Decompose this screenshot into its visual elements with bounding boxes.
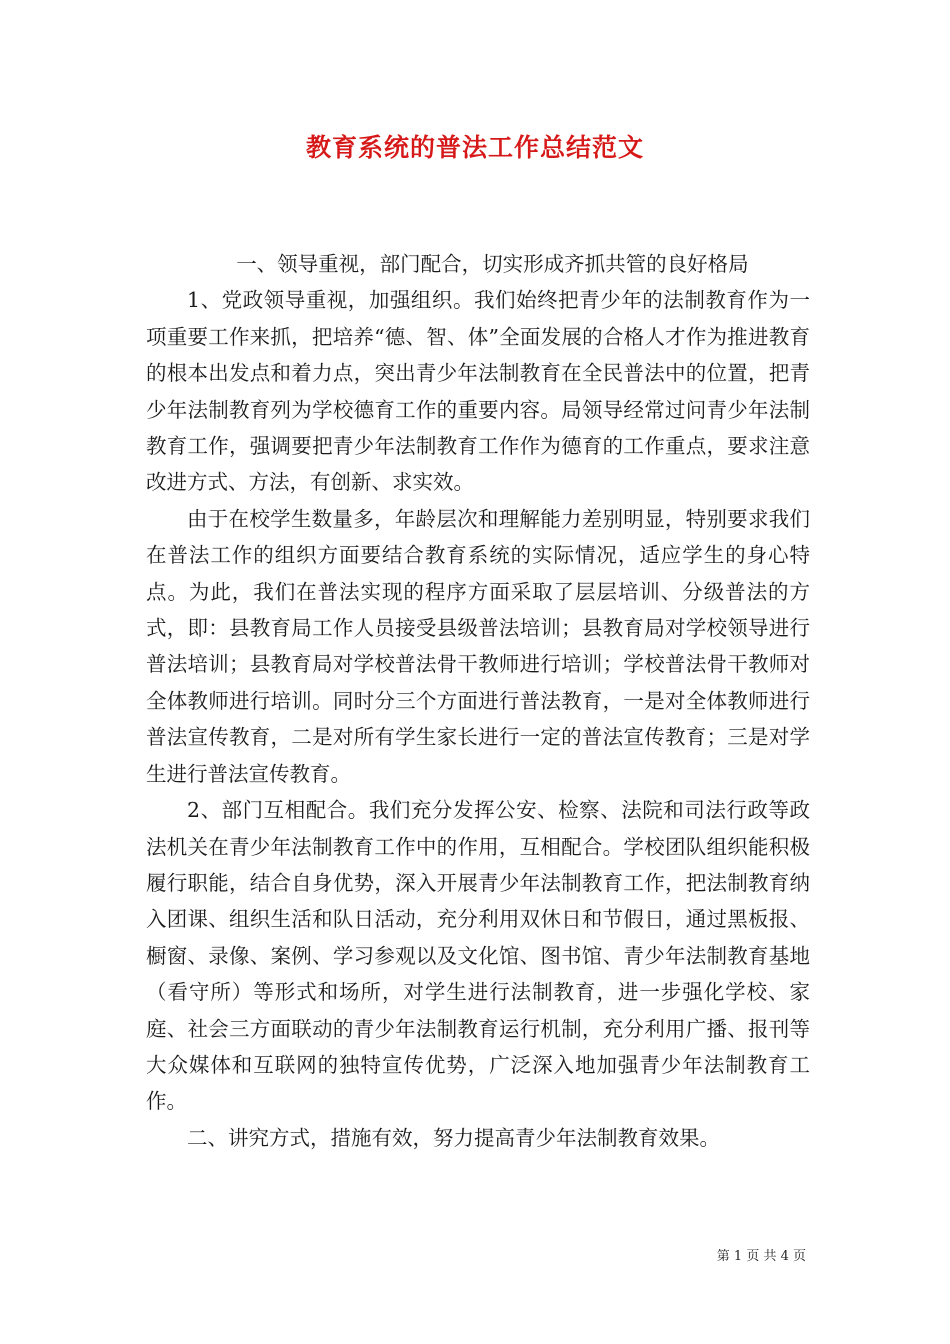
paragraph-3: 2、部门互相配合。我们充分发挥公安、检察、法院和司法行政等政法机关在青少年法制教育工作中的作用，互相配合。学校团队组织能积极履行职能，结合自身优势，深入开展青少年法制教育工作，把法制教育纳入团课、组织生活和队日活动，充分利用双休日和节假日，通过黑板报、橱窗、录像、案例、学习参观以及文化馆、图书馆、青少年法制教育基地（看守所）等形式和场所，对学生进行法制教育，进一步强化学校、家庭、社会三方面联动的青少年法制教育运行机制，充分利用广播、报刊等大众媒体和互联网的独特宣传优势，广泛深入地加强青少年法制教育工作。: [146, 798, 810, 1114]
paragraph-1: 1、党政领导重视，加强组织。我们始终把青少年的法制教育作为一项重要工作来抓，把培养“德、智、体”全面发展的合格人才作为推进教育的根本出发点和着力点，突出青少年法制教育在全民普法中的位置，把青少年法制教育列为学校德育工作的重要内容。局领导经常过问青少年法制教育工作，强调要把青少年法制教育工作作为德育的工作重点，要求注意改进方式、方法，有创新、求实效。: [146, 288, 810, 495]
section-heading-2: 二、讲究方式，措施有效，努力提高青少年法制教育效果。: [187, 1125, 720, 1150]
paragraph-2: 由于在校学生数量多，年龄层次和理解能力差别明显，特别要求我们在普法工作的组织方面要结合教育系统的实际情况，适应学生的身心特点。为此，我们在普法实现的程序方面采取了层层培训、分级普法的方式，即：县教育局工作人员接受县级普法培训；县教育局对学校领导进行普法培训；县教育局对学校普法骨干教师进行培训；学校普法骨干教师对全体教师进行培训。同时分三个方面进行普法教育，一是对全体教师进行普法宣传教育，二是对所有学生家长进行一定的普法宣传教育；三是对学生进行普法宣传教育。: [146, 506, 810, 786]
document-title: 教育系统的普法工作总结范文: [305, 133, 644, 162]
section-heading-1: 一、领导重视，部门配合，切实形成齐抓共管的良好格局: [236, 252, 749, 276]
document-body: [146, 246, 810, 1156]
page-number: 第 1 页 共 4 页: [716, 1249, 806, 1264]
